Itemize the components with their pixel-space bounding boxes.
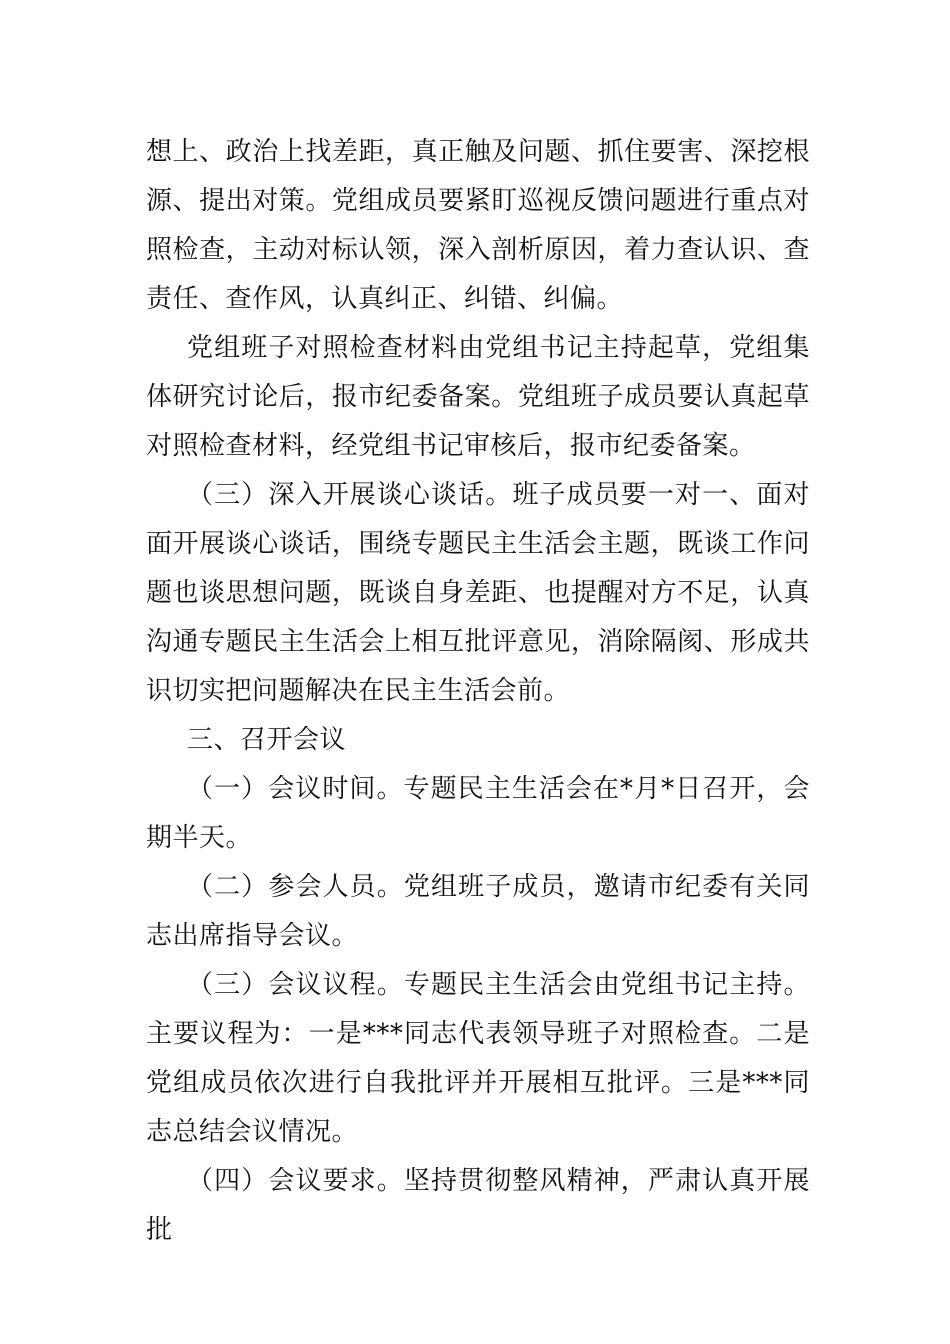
section-heading-convene-meeting: 三、召开会议 bbox=[187, 725, 347, 755]
document-body bbox=[146, 128, 810, 1255]
paragraph-continuation: 想上、政治上找差距，真正触及问题、抓住要害、深挖根源、提出对策。党组成员要紧盯巡视反馈问题进行重点对照检查，主动对标认领，深入剖析原因，着力查认识、查责任、查作风，认真纠正、纠错、纠偏。 bbox=[146, 137, 810, 314]
paragraph-materials: 党组班子对照检查材料由党组书记主持起草，党组集体研究讨论后，报市纪委备案。党组班子成员要认真起草对照检查材料，经党组书记审核后，报市纪委备案。 bbox=[146, 333, 810, 461]
paragraph-heart-to-heart-talks: （三）深入开展谈心谈话。班子成员要一对一、面对面开展谈心谈话，围绕专题民主生活会主题，既谈工作问题也谈思想问题，既谈自身差距、也提醒对方不足，认真沟通专题民主生活会上相互批评意见，消除隔阂、形成共识切实把问题解决在民主生活会前。 bbox=[146, 480, 810, 706]
paragraph-attendees: （二）参会人员。党组班子成员，邀请市纪委有关同志出席指导会议。 bbox=[146, 872, 810, 951]
paragraph-agenda: （三）会议议程。专题民主生活会由党组书记主持。主要议程为：一是***同志代表领导班子对照检查。二是党组成员依次进行自我批评并开展相互批评。三是***同志总结会议情况。 bbox=[146, 970, 810, 1147]
paragraph-requirements: （四）会议要求。坚持贯彻整风精神，严肃认真开展批 bbox=[146, 1166, 810, 1245]
paragraph-meeting-time: （一）会议时间。专题民主生活会在*月*日召开，会期半天。 bbox=[146, 774, 810, 853]
